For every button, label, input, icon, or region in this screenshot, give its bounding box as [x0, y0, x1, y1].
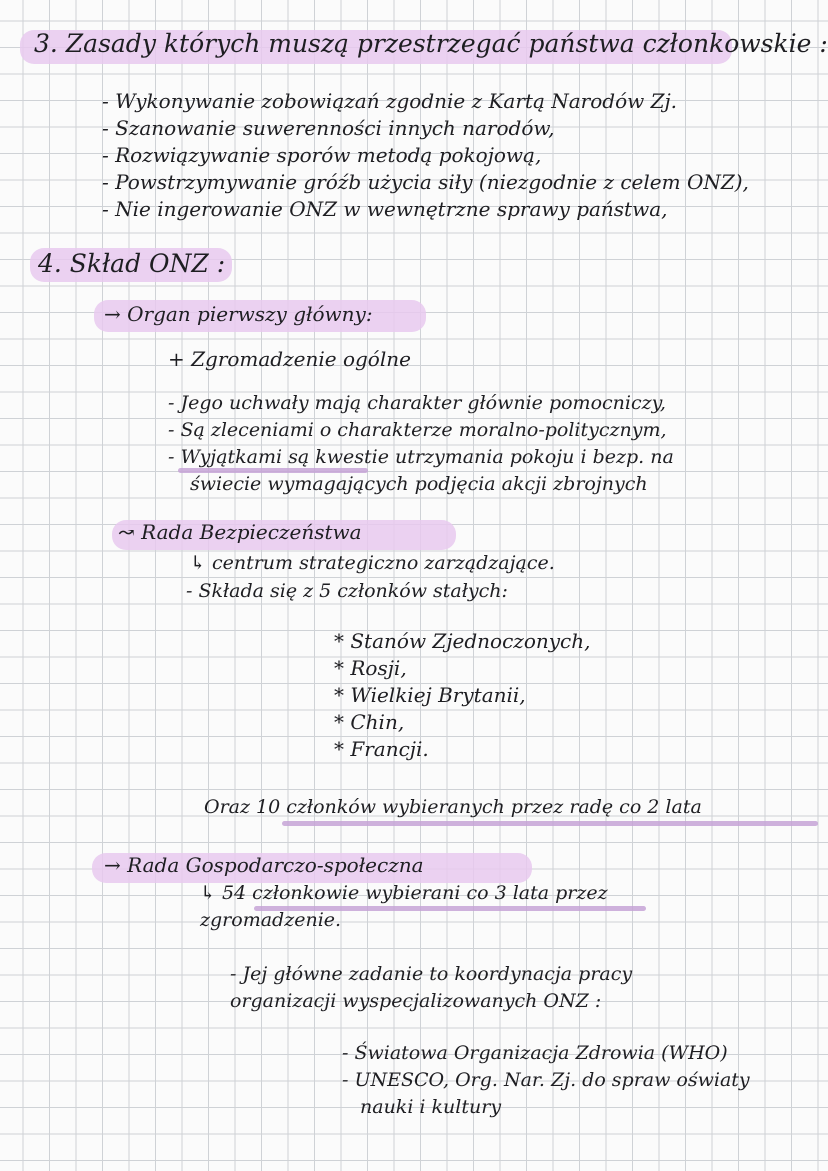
rule-item: - Nie ingerowanie ONZ w wewnętrzne sprawy państwa, — [102, 197, 668, 221]
rule-item: - Rozwiązywanie sporów metodą pokojową, — [102, 143, 542, 167]
rada-bezp-sklad: - Składa się z 5 członków stałych: — [186, 580, 508, 602]
underline — [282, 821, 818, 826]
rada-bezp-title: ↝ Rada Bezpieczeństwa — [118, 520, 362, 544]
section-4-heading: 4. Skład ONZ : — [38, 249, 226, 278]
organ-line: - Wyjątkami są kwestie utrzymania pokoju i bezp. na — [168, 446, 674, 468]
member-item: * Chin, — [334, 710, 405, 734]
section-3-heading: 3. Zasady których muszą przestrzegać państwa członkowskie : — [34, 29, 828, 58]
rada-gosp-line: ↳ 54 członkowie wybierani co 3 lata przez — [200, 882, 608, 904]
organ-line: - Są zleceniami o charakterze moralno-politycznym, — [168, 419, 667, 441]
member-item: * Stanów Zjednoczonych, — [334, 629, 591, 653]
rada-gosp-title: → Rada Gospodarczo-społeczna — [104, 853, 424, 877]
rada-bezp-sub: ↳ centrum strategiczno zarządzające. — [190, 552, 555, 574]
member-item: * Francji. — [334, 737, 429, 761]
organ-line: świecie wymagających podjęcia akcji zbrojnych — [190, 473, 648, 495]
member-item: * Rosji, — [334, 656, 407, 680]
organ-name: + Zgromadzenie ogólne — [168, 347, 411, 371]
rada-bezp-oraz: Oraz 10 członków wybieranych przez radę co 2 lata — [204, 796, 702, 818]
organ-title: → Organ pierwszy główny: — [104, 302, 373, 326]
org-item: - UNESCO, Org. Nar. Zj. do spraw oświaty — [342, 1069, 750, 1091]
member-item: * Wielkiej Brytanii, — [334, 683, 526, 707]
rada-gosp-task: organizacji wyspecjalizowanych ONZ : — [230, 990, 602, 1012]
org-item: nauki i kultury — [360, 1096, 502, 1118]
org-item: - Światowa Organizacja Zdrowia (WHO) — [342, 1042, 728, 1064]
organ-line: - Jego uchwały mają charakter głównie pomocniczy, — [168, 392, 666, 414]
rule-item: - Powstrzymywanie gróźb użycia siły (niezgodnie z celem ONZ), — [102, 170, 749, 194]
rule-item: - Szanowanie suwerenności innych narodów, — [102, 116, 555, 140]
rada-gosp-line: zgromadzenie. — [200, 909, 342, 931]
rada-gosp-task: - Jej główne zadanie to koordynacja pracy — [230, 963, 633, 985]
rule-item: - Wykonywanie zobowiązań zgodnie z Kartą Narodów Zj. — [102, 89, 678, 113]
